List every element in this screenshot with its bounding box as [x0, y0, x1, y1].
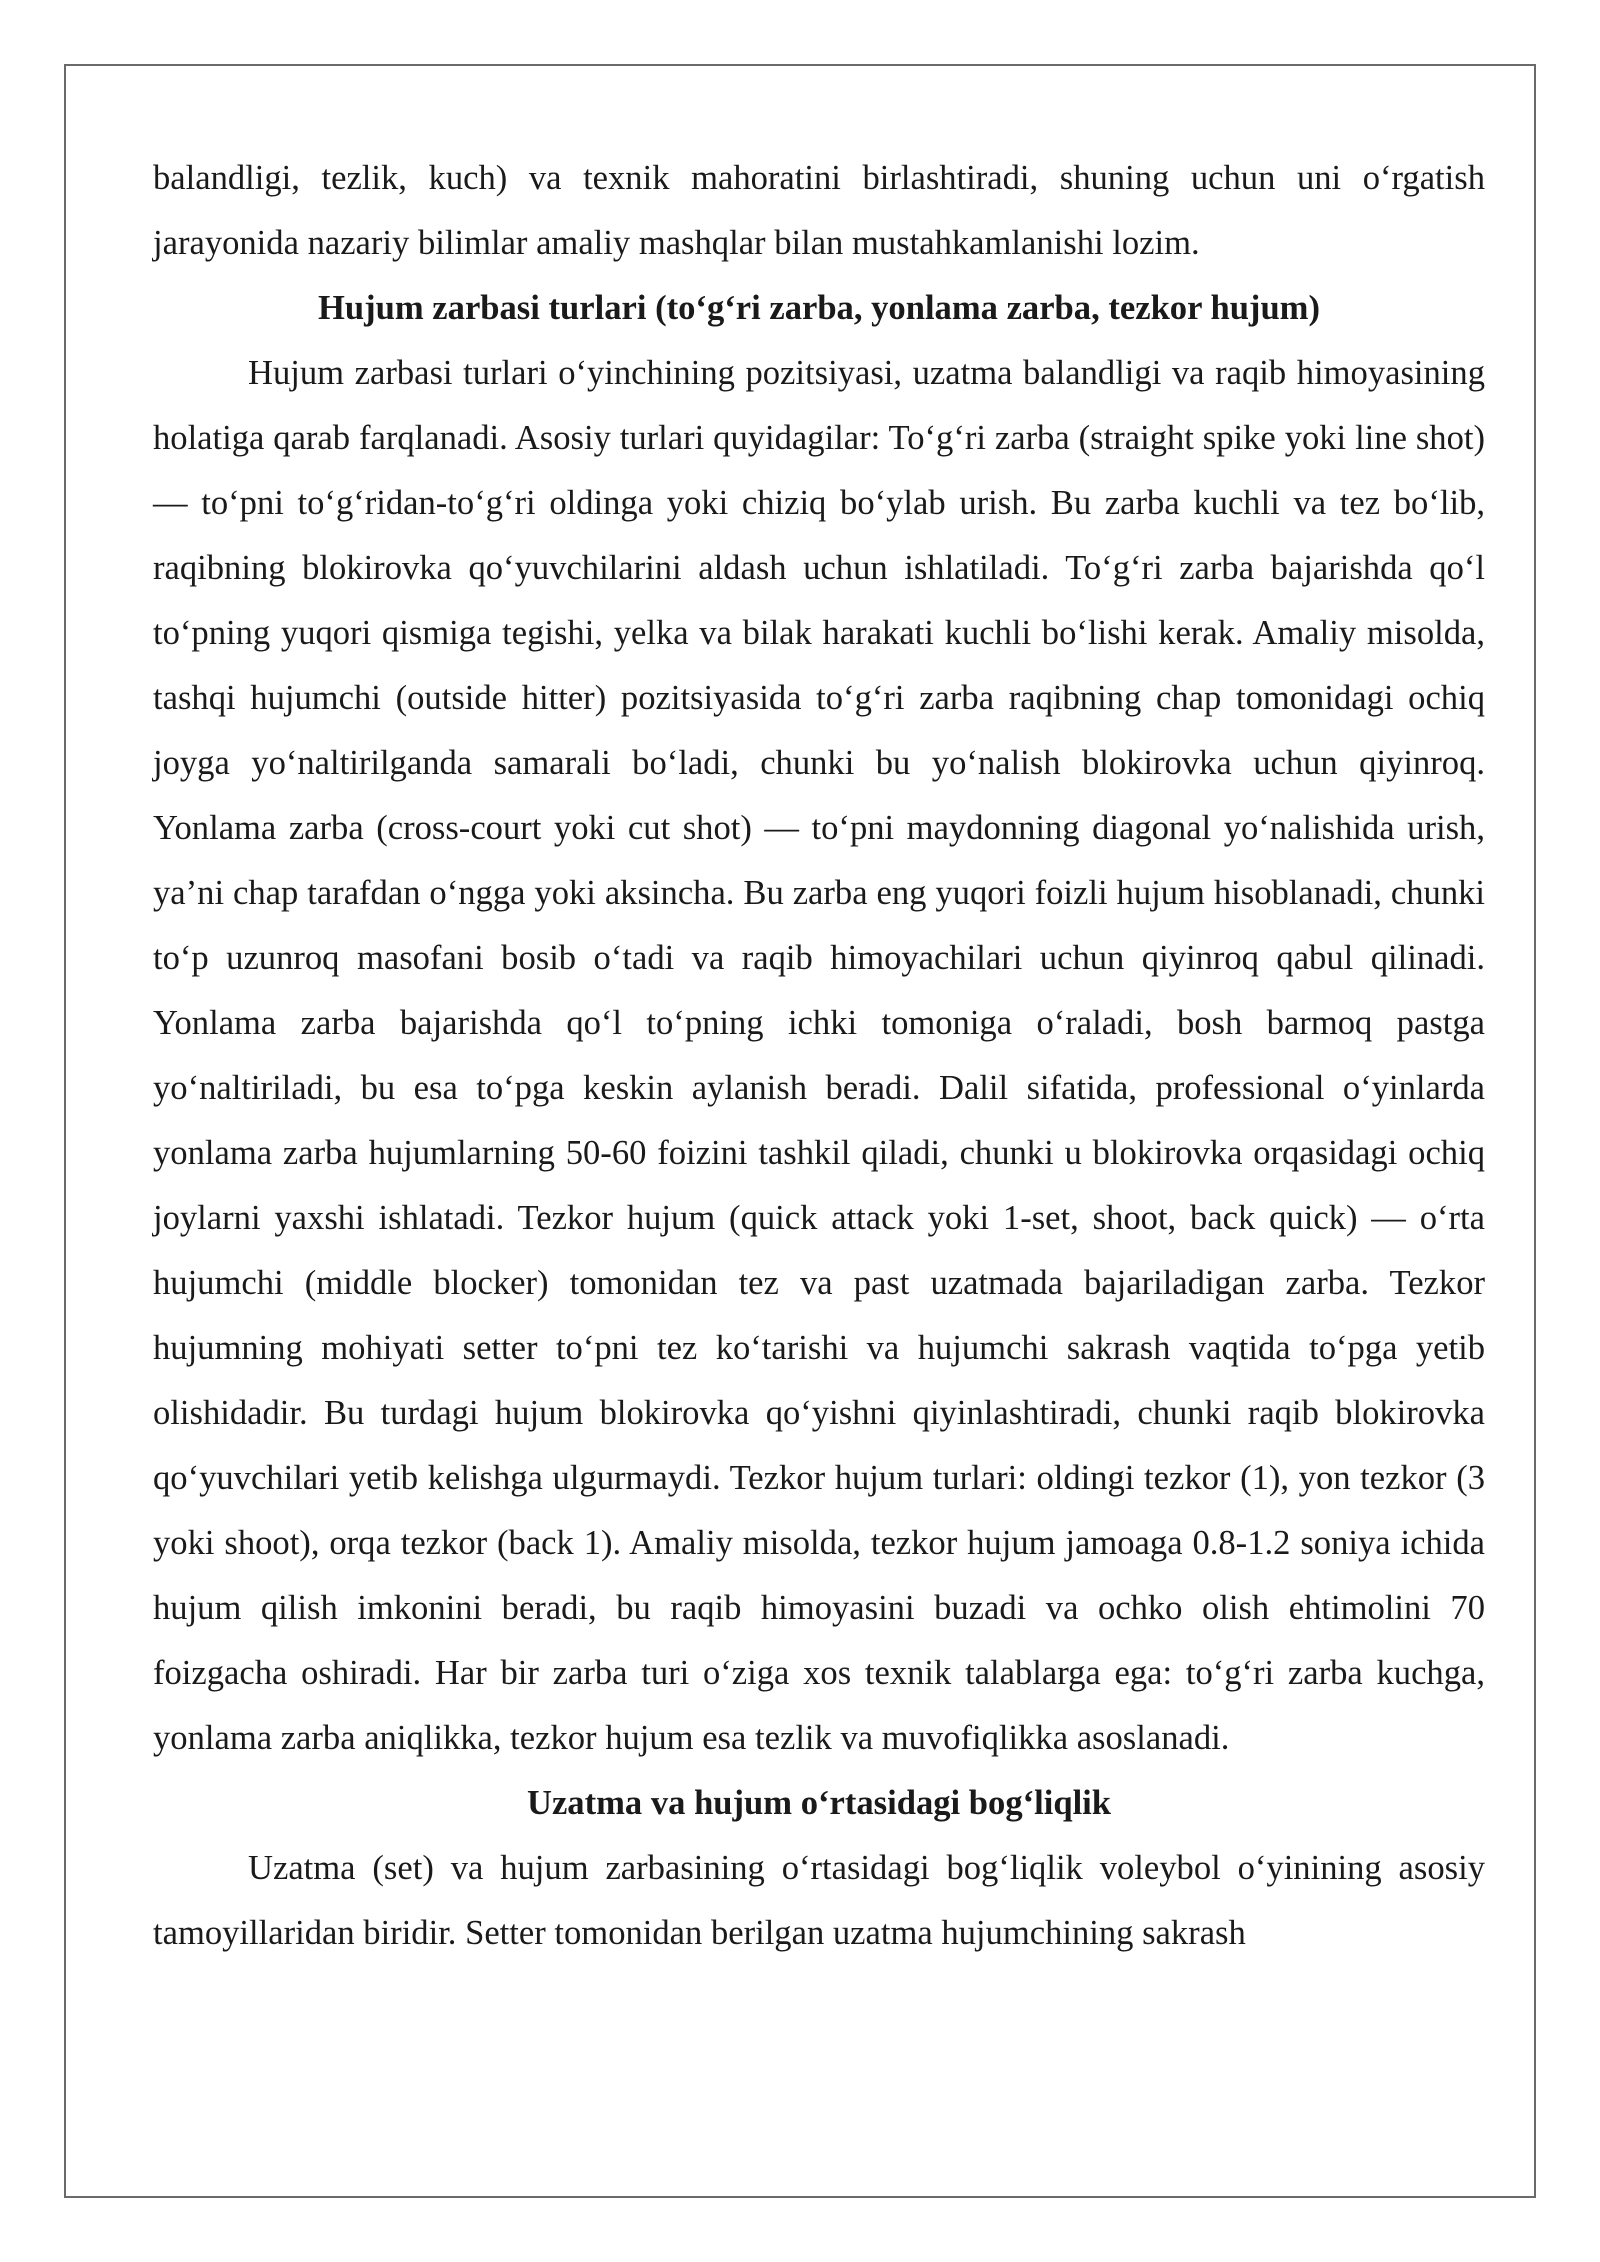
paragraph-continuation: balandligi, tezlik, kuch) va texnik mahoratini birlashtiradi, shuning uchun uni o‘rgatish jarayonida nazariy bilimlar amaliy mashqlar bilan mustahkamlanishi lozim. — [153, 159, 1485, 262]
document-body — [153, 146, 1485, 1966]
paragraph-attack-types: Hujum zarbasi turlari o‘yinchining pozitsiyasi, uzatma balandligi va raqib himoyasining holatiga qarab farqlanadi. Asosiy turlari quyidagilar: To‘g‘ri zarba (straight spike yoki line shot) — to‘pni to‘g‘ridan-to‘g‘ri oldinga yoki chiziq bo‘ylab urish. Bu zarba kuchli va tez bo‘lib, raqibning blokirovka qo‘yuvchilarini aldash uchun ishlatiladi. To‘g‘ri zarba bajarishda qo‘l to‘pning yuqori qismiga tegishi, yelka va bilak harakati kuchli bo‘lishi kerak. Amaliy misolda, tashqi hujumchi (outside hitter) pozitsiyasida to‘g‘ri zarba raqibning chap tomonidagi ochiq joyga yo‘naltirilganda samarali bo‘ladi, chunki bu yo‘nalish blokirovka uchun qiyinroq. Yonlama zarba (cross-court yoki cut shot) — to‘pni maydonning diagonal yo‘nalishida urish, ya’ni chap tarafdan o‘ngga yoki aksincha. Bu zarba eng yuqori foizli hujum hisoblanadi, chunki to‘p uzunroq masofani bosib o‘tadi va raqib himoyachilari uchun qiyinroq qabul qilinadi. Yonlama zarba bajarishda qo‘l to‘pning ichki tomoniga o‘raladi, bosh barmoq pastga yo‘naltiriladi, bu esa to‘pga keskin aylanish beradi. Dalil sifatida, professional o‘yinlarda yonlama zarba hujumlarning 50-60 foizini tashkil qiladi, chunki u blokirovka orqasidagi ochiq joylarni yaxshi ishlatadi. Tezkor hujum (quick attack yoki 1-set, shoot, back quick) — o‘rta hujumchi (middle blocker) tomonidan tez va past uzatmada bajariladigan zarba. Tezkor hujumning mohiyati setter to‘pni tez ko‘tarishi va hujumchi sakrash vaqtida to‘pga yetib olishidadir. Bu turdagi hujum blokirovka qo‘yishni qiyinlashtiradi, chunki raqib blokirovka qo‘yuvchilari yetib kelishga ulgurmaydi. Tezkor hujum turlari: oldingi tezkor (1), yon tezkor (3 yoki shoot), orqa tezkor (back 1). Amaliy misolda, tezkor hujum jamoaga 0.8-1.2 soniya ichida hujum qilish imkonini beradi, bu raqib himoyasini buzadi va ochko olish ehtimolini 70 foizgacha oshiradi. Har bir zarba turi o‘ziga xos texnik talablarga ega: to‘g‘ri zarba kuchga, yonlama zarba aniqlikka, tezkor hujum esa tezlik va muvofiqlikka asoslanadi. — [153, 354, 1485, 1757]
section-heading-set-attack-relation: Uzatma va hujum o‘rtasidagi bog‘liqlik — [526, 1784, 1112, 1822]
paragraph-set-attack-relation: Uzatma (set) va hujum zarbasining o‘rtasidagi bog‘liqlik voleybol o‘yinining asosiy tamoyillaridan biridir. Setter tomonidan berilgan uzatma hujumchining sakrash — [153, 1849, 1485, 1952]
section-heading-attack-types: Hujum zarbasi turlari (to‘g‘ri zarba, yonlama zarba, tezkor hujum) — [317, 289, 1320, 327]
